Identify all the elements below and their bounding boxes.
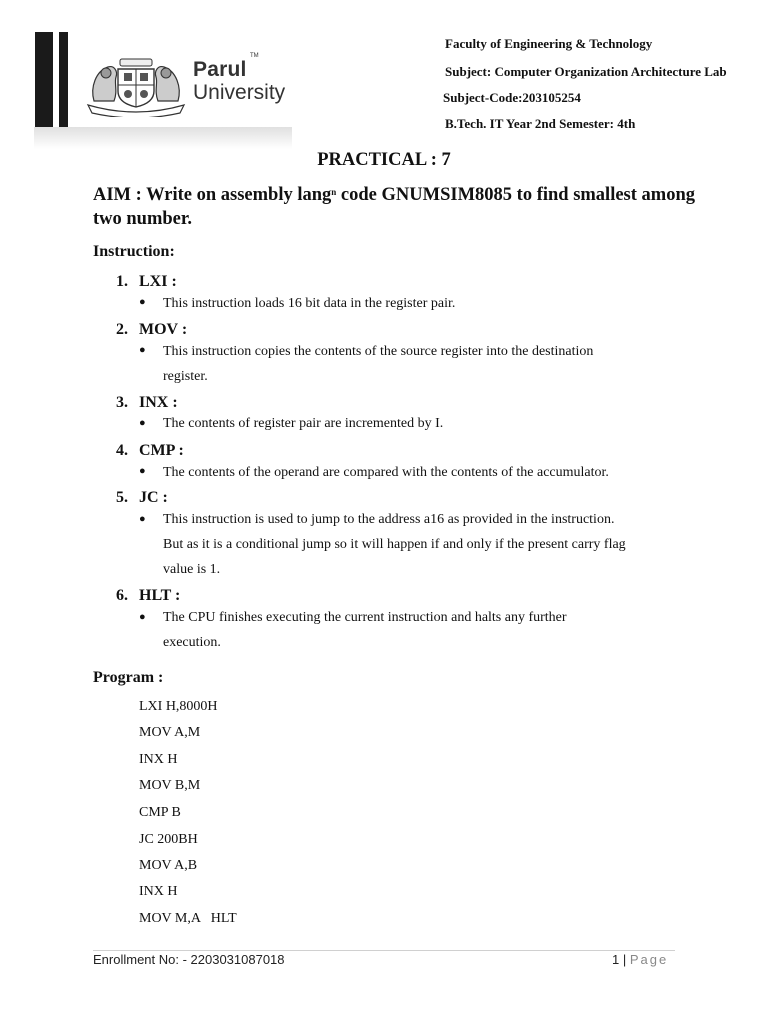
footer-divider [93,950,675,951]
instruction-name: HLT : [139,587,181,604]
program-line: INX H [139,752,178,767]
program-line: CMP B [139,805,181,820]
instruction-number: 4. [116,442,128,459]
instruction-name: INX : [139,394,178,411]
instruction-description [163,605,683,655]
bullet-icon: ● [139,296,146,308]
description-line: This instruction copies the contents of the source register into the destination [163,344,594,359]
instruction-item-heading [116,587,180,605]
logo-bar-thick [35,32,53,127]
instruction-item-heading [116,489,168,507]
description-line: The contents of register pair are incremented by I. [163,416,444,431]
instruction-item-heading [116,321,187,339]
page-separator: | [622,952,627,967]
instruction-name: MOV : [139,321,188,338]
instruction-number: 6. [116,587,128,604]
description-line: execution. [163,635,221,650]
subject-line: Subject: Computer Organization Architecture Lab [445,64,727,79]
page-label: Page [629,952,669,967]
bullet-icon: ● [139,513,146,525]
instruction-description [163,507,683,582]
instruction-name: CMP : [139,442,184,459]
instruction-item-heading [116,442,184,460]
instruction-heading: Instruction: [93,243,175,260]
program-line: MOV B,M [139,778,201,793]
faculty-line: Faculty of Engineering & Technology [445,36,653,51]
page-indicator [612,952,668,967]
bullet-icon: ● [139,465,146,477]
instruction-description [163,460,683,485]
aim-superscript: n [331,187,337,197]
instruction-number: 2. [116,321,128,338]
description-line: The CPU finishes executing the current instruction and halts any further [163,610,567,625]
description-line: value is 1. [163,562,221,577]
subject-code-line: Subject-Code:203105254 [443,90,581,105]
description-line: This instruction loads 16 bit data in the register pair. [163,296,456,311]
aim-statement [93,183,713,231]
program-line: JC 200BH [139,832,198,847]
instruction-item-heading [116,394,178,412]
page-number: 1 [612,952,620,967]
program-line: MOV M,A HLT [139,911,237,926]
instruction-number: 1. [116,273,128,290]
program-line: LXI H,8000H [139,699,218,714]
bullet-icon: ● [139,417,146,429]
description-line: But as it is a conditional jump so it will happen if and only if the present carry flag [163,537,626,552]
bullet-icon: ● [139,344,146,356]
instruction-description [163,411,683,436]
program-heading: Program : [93,669,164,686]
logo-reflection [34,127,292,149]
aim-text-part2: code GNUMSIM8085 to find smallest among two number. [93,185,695,229]
instruction-item-heading [116,273,177,291]
practical-title: PRACTICAL : 7 [317,150,451,170]
logo-bar-thin [59,32,68,127]
course-line: B.Tech. IT Year 2nd Semester: 4th [445,116,636,131]
aim-text-part1: AIM : Write on assembly lang [93,185,332,205]
description-line: The contents of the operand are compared with the contents of the accumulator. [163,465,609,480]
university-logo [34,32,292,150]
instruction-description [163,291,683,316]
instruction-number: 5. [116,489,128,506]
bullet-icon: ● [139,611,146,623]
enrollment-number: Enrollment No: - 2203031087018 [93,952,285,967]
brand-name-line1: Parul [193,58,247,81]
description-line: This instruction is used to jump to the address a16 as provided in the instruction. [163,512,615,527]
description-line: register. [163,369,208,384]
program-line: MOV A,M [139,725,201,740]
program-line: MOV A,B [139,858,198,873]
brand-name-line2: University [193,81,286,104]
instruction-name: JC : [139,489,168,506]
trademark-mark: TM [250,53,259,59]
instruction-description [163,339,683,389]
instruction-name: LXI : [139,273,177,290]
instruction-number: 3. [116,394,128,411]
program-line: INX H [139,884,178,899]
university-crest-icon [84,57,188,117]
